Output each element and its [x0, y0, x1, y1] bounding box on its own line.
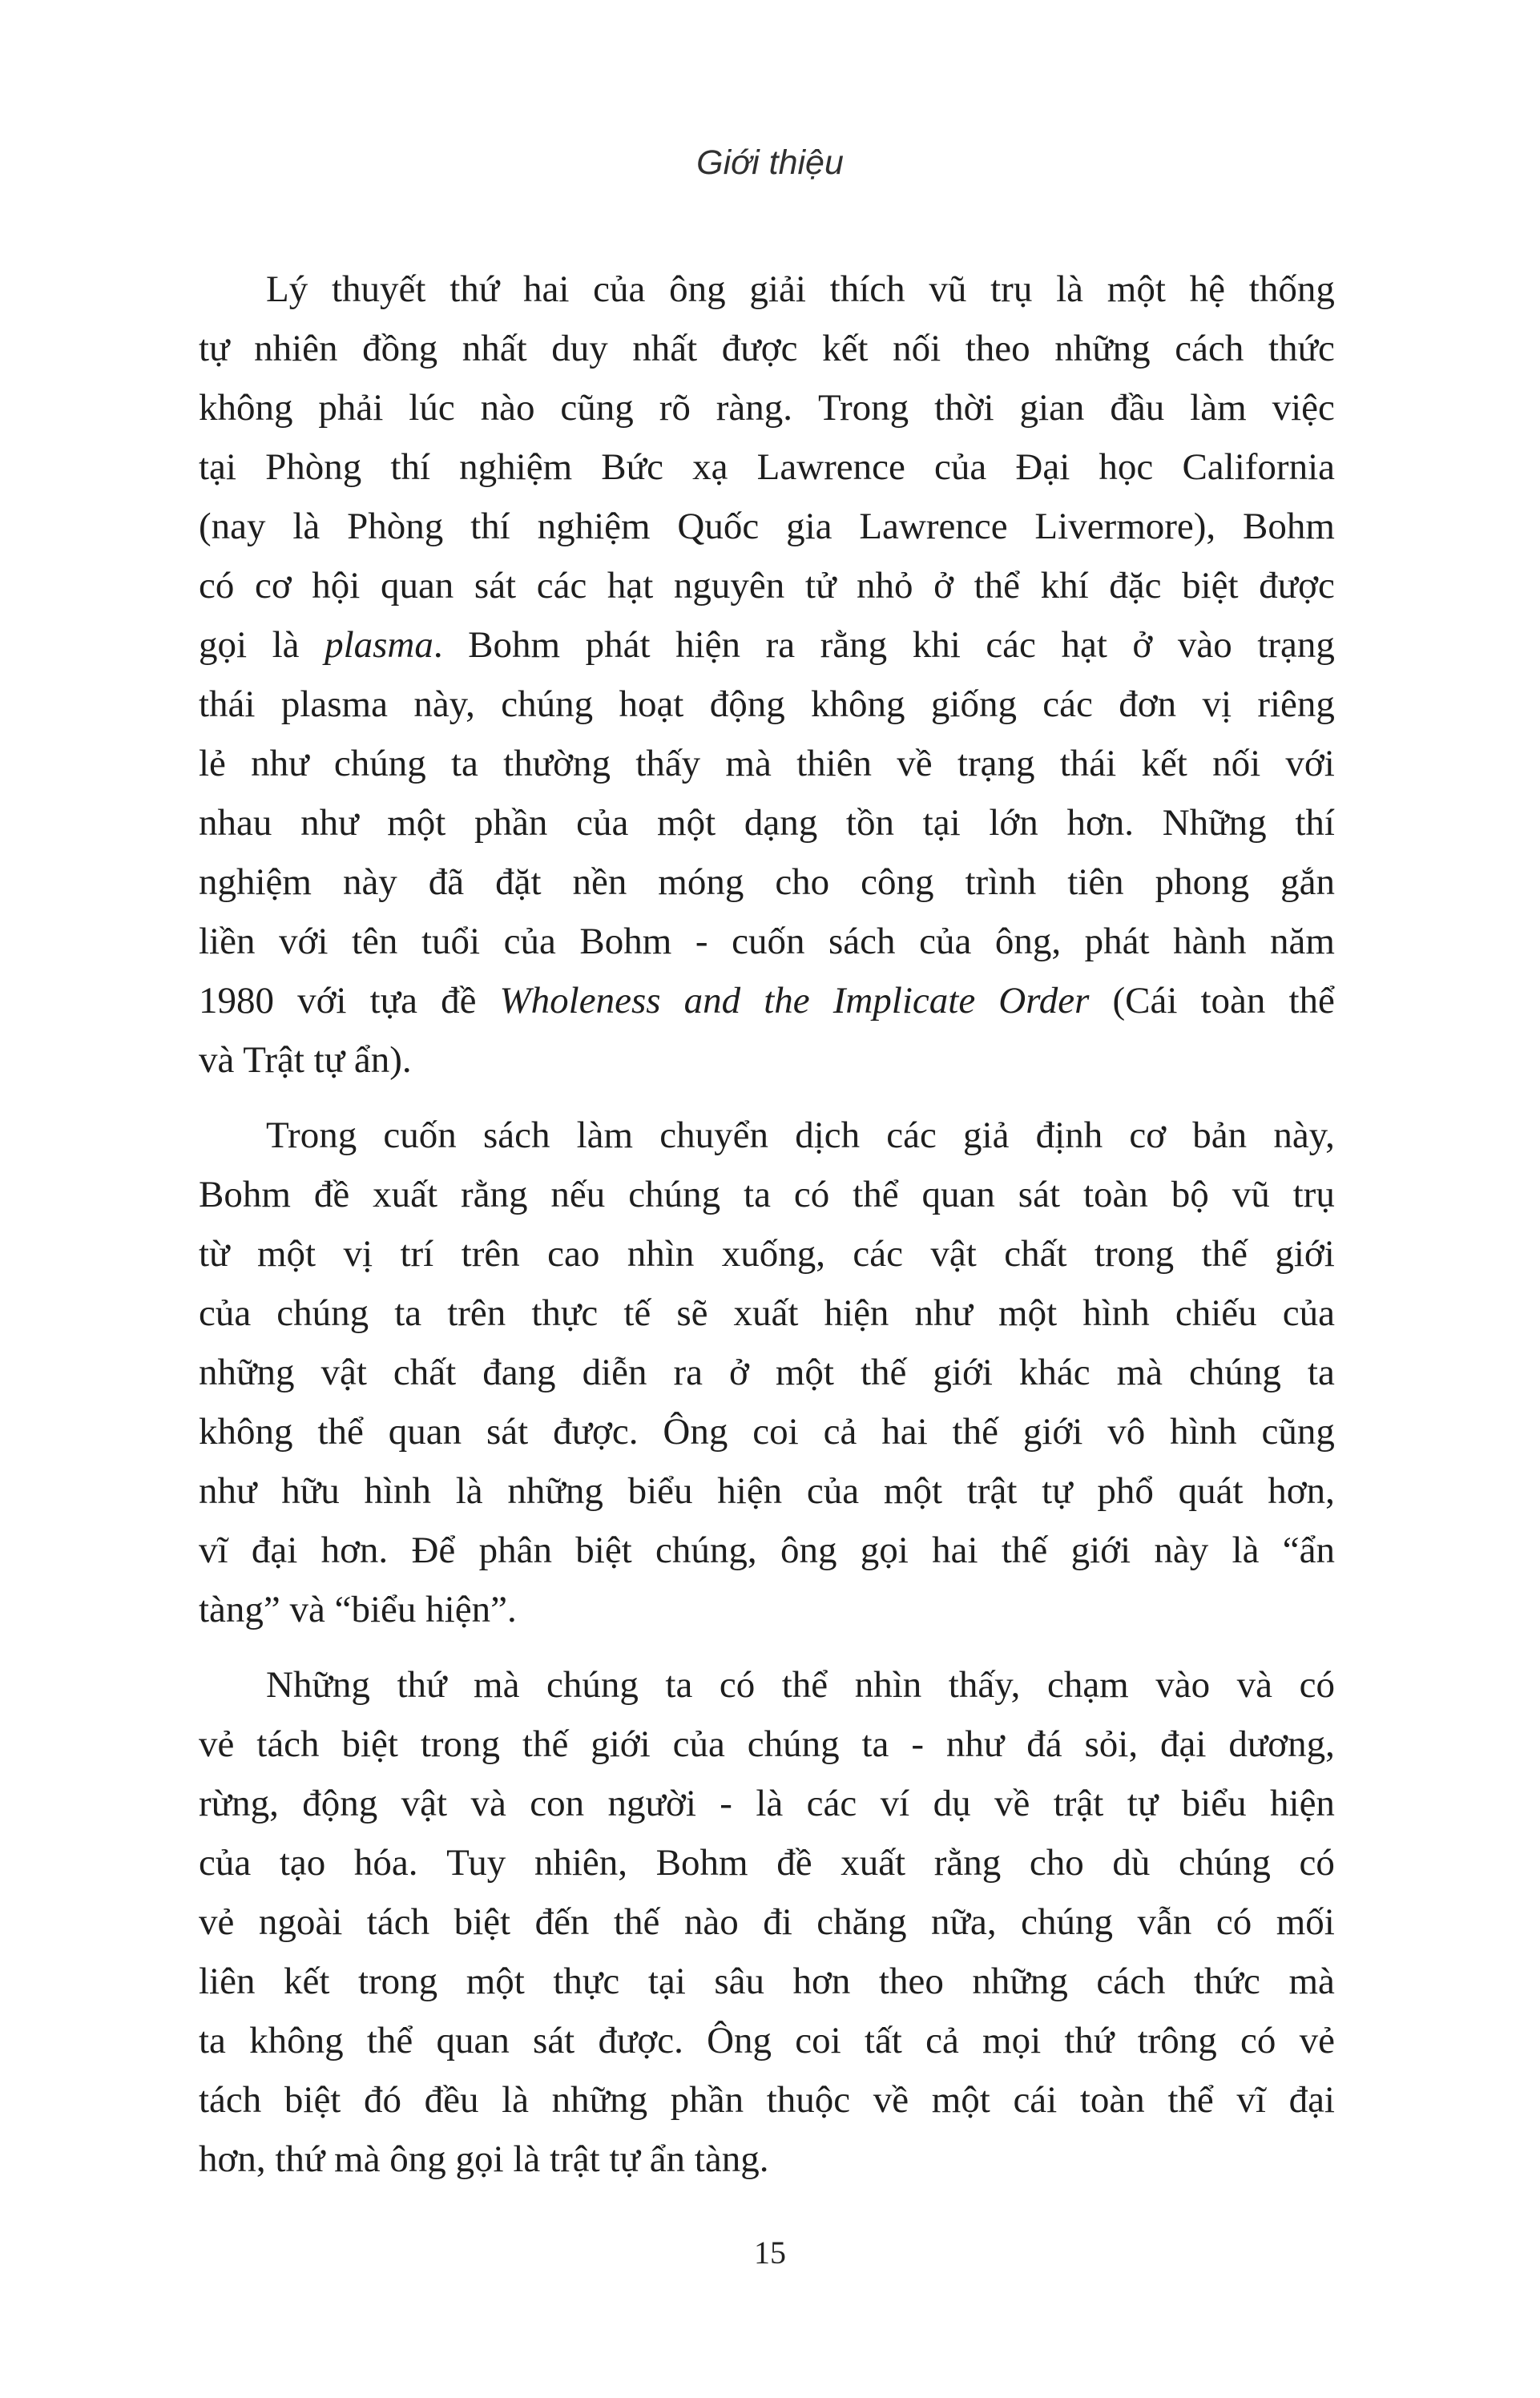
text-line: thái plasma này, chúng hoạt động không giống các đơn vị riêng [199, 683, 1335, 725]
text-line: liền với tên tuổi của Bohm - cuốn sách của ông, phát hành năm [199, 921, 1335, 962]
text-line: tách biệt đó đều là những phần thuộc về một cái toàn thể vĩ đại [199, 2079, 1335, 2121]
page-number: 15 [754, 2235, 786, 2271]
text-line: không phải lúc nào cũng rõ ràng. Trong thời gian đầu làm việc [199, 387, 1335, 429]
text-line: có cơ hội quan sát các hạt nguyên tử nhỏ ở thể khí đặc biệt được [199, 565, 1335, 607]
text-line: tàng” và “biểu hiện”. [199, 1589, 517, 1630]
text-line: Những thứ mà chúng ta có thể nhìn thấy, chạm vào và có [266, 1664, 1335, 1706]
text-line: như hữu hình là những biểu hiện của một trật tự phổ quát hơn, [199, 1470, 1335, 1512]
text-line: rừng, động vật và con người - là các ví dụ về trật tự biểu hiện [199, 1783, 1335, 1824]
text-line: những vật chất đang diễn ra ở một thế giới khác mà chúng ta [199, 1352, 1335, 1393]
text-line: lẻ như chúng ta thường thấy mà thiên về trạng thái kết nối với [199, 743, 1335, 784]
running-header: Giới thiệu [696, 143, 844, 182]
paragraph [199, 260, 1335, 1090]
text-line: tại Phòng thí nghiệm Bức xạ Lawrence của Đại học California [199, 446, 1335, 488]
paragraph [199, 1106, 1335, 1639]
text-line: nhau như một phần của một dạng tồn tại lớn hơn. Những thí [199, 802, 1335, 844]
text-line: của tạo hóa. Tuy nhiên, Bohm đề xuất rằng cho dù chúng có [199, 1842, 1335, 1884]
text-line: Trong cuốn sách làm chuyển dịch các giả định cơ bản này, [266, 1114, 1335, 1156]
text-line: (nay là Phòng thí nghiệm Quốc gia Lawrence Livermore), Bohm [199, 506, 1335, 547]
text-line: liên kết trong một thực tại sâu hơn theo những cách thức mà [199, 1961, 1335, 2002]
text-line: vĩ đại hơn. Để phân biệt chúng, ông gọi hai thế giới này là “ẩn [199, 1529, 1335, 1571]
text-line: tự nhiên đồng nhất duy nhất được kết nối theo những cách thức [199, 328, 1335, 369]
text-line: Bohm đề xuất rằng nếu chúng ta có thể quan sát toàn bộ vũ trụ [199, 1174, 1335, 1215]
text-line: từ một vị trí trên cao nhìn xuống, các vật chất trong thế giới [199, 1233, 1335, 1275]
text-line: 1980 với tựa đề Wholeness and the Implicate Order (Cái toàn thể [199, 980, 1335, 1022]
paragraph [199, 1655, 1335, 2189]
text-line: và Trật tự ẩn). [199, 1039, 412, 1081]
text-line: Lý thuyết thứ hai của ông giải thích vũ trụ là một hệ thống [266, 268, 1335, 310]
text-line: của chúng ta trên thực tế sẽ xuất hiện như một hình chiếu của [199, 1292, 1335, 1334]
text-line: không thể quan sát được. Ông coi cả hai thế giới vô hình cũng [199, 1411, 1335, 1453]
text-line: vẻ ngoài tách biệt đến thế nào đi chăng nữa, chúng vẫn có mối [199, 1901, 1335, 1943]
text-line: gọi là plasma. Bohm phát hiện ra rằng khi các hạt ở vào trạng [199, 624, 1335, 666]
text-line: vẻ tách biệt trong thế giới của chúng ta - như đá sỏi, đại dương, [199, 1723, 1335, 1765]
text-line: ta không thể quan sát được. Ông coi tất cả mọi thứ trông có vẻ [199, 2020, 1335, 2061]
text-line: hơn, thứ mà ông gọi là trật tự ẩn tàng. [199, 2138, 769, 2180]
body-text [199, 260, 1335, 2189]
text-line: nghiệm này đã đặt nền móng cho công trình tiên phong gắn [199, 861, 1335, 903]
